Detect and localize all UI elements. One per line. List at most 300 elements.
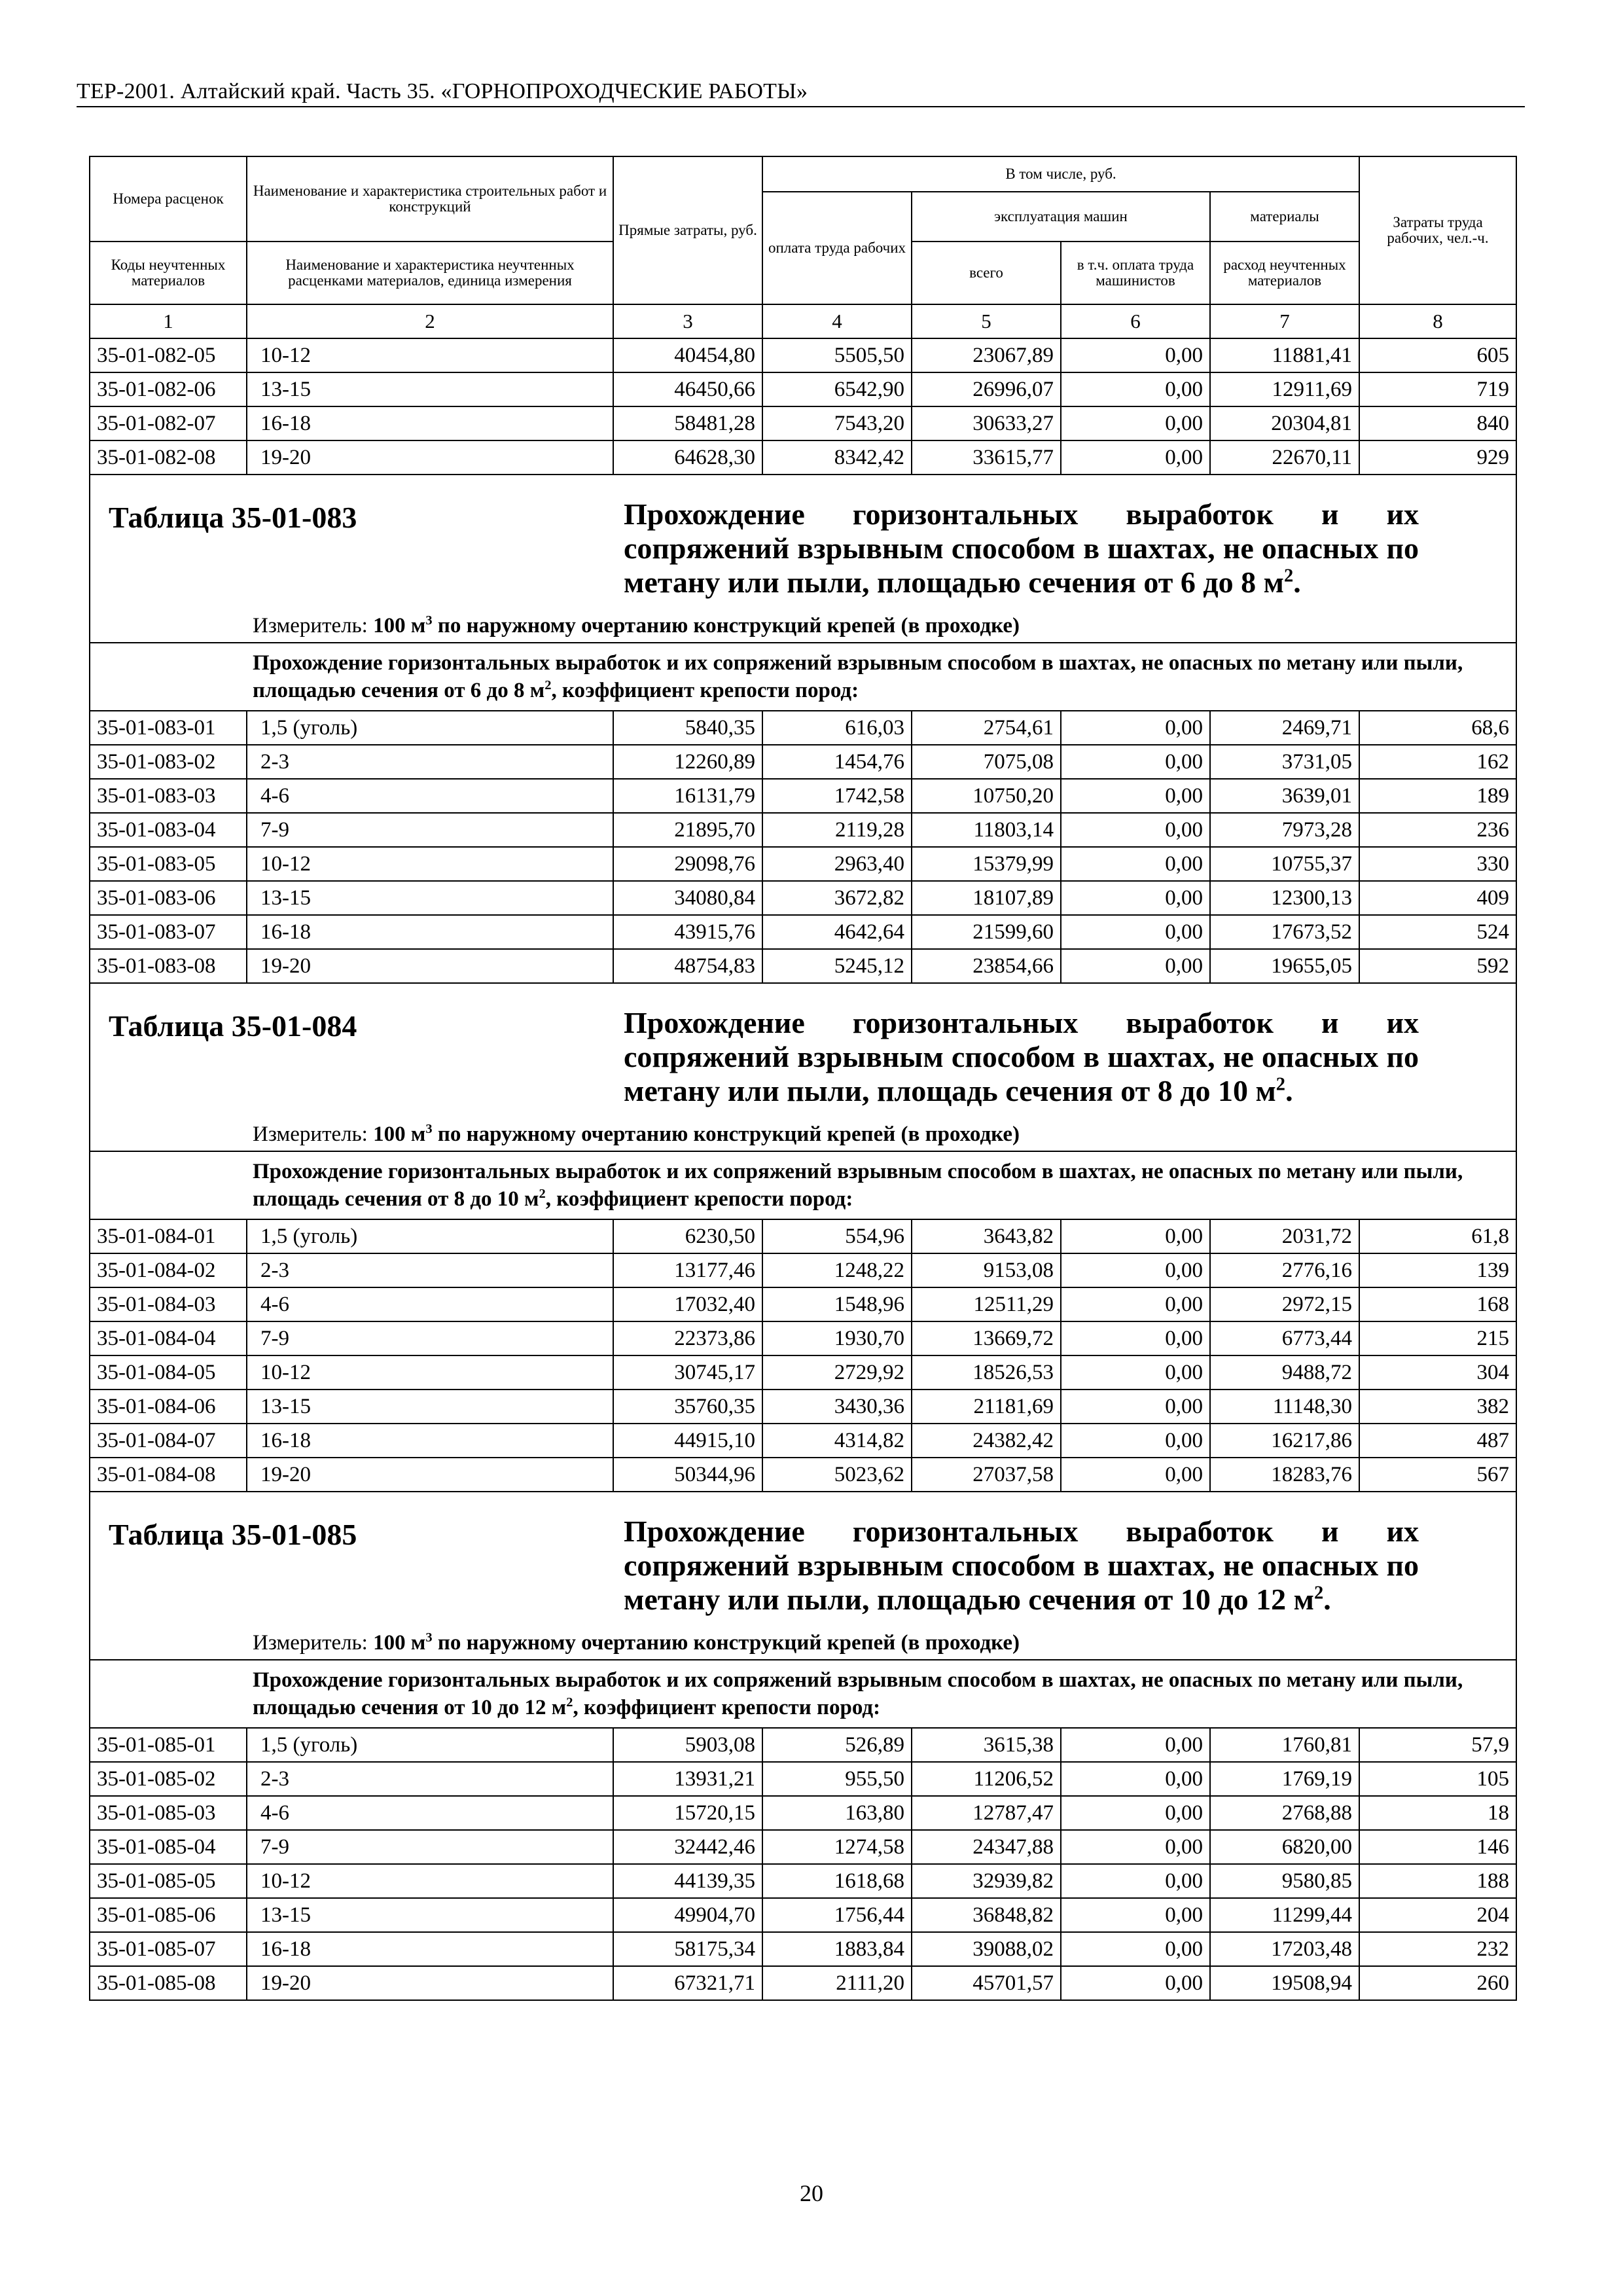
cost-value: 13931,21: [613, 1762, 762, 1796]
cost-value: 30745,17: [613, 1355, 762, 1390]
table-row: [90, 1966, 1516, 2000]
cost-value: 18107,89: [912, 881, 1061, 915]
cost-value: 0,00: [1061, 440, 1210, 475]
table-row: [90, 745, 1516, 779]
table-label: Таблица 35-01-083: [109, 501, 357, 534]
rock-hardness: 16-18: [247, 1932, 613, 1966]
rate-code: 35-01-084-06: [90, 1390, 247, 1424]
cost-value: 616,03: [762, 711, 912, 745]
cost-value: 1248,22: [762, 1253, 912, 1287]
cost-value: 48754,83: [613, 949, 762, 983]
header-col3: Прямые затраты, руб.: [613, 156, 762, 304]
cost-value: 18526,53: [912, 1355, 1061, 1390]
cost-value: 487: [1359, 1424, 1516, 1458]
unit-of-measure: [253, 614, 1020, 638]
rock-hardness: 2-3: [247, 1762, 613, 1796]
superscript-three: 3: [425, 1122, 433, 1136]
rate-code: 35-01-084-05: [90, 1355, 247, 1390]
superscript-two: 2: [1313, 1583, 1324, 1604]
cost-value: 3672,82: [762, 881, 912, 915]
rock-hardness: 19-20: [247, 1458, 613, 1492]
cost-value: 10750,20: [912, 779, 1061, 813]
rock-hardness: 13-15: [247, 372, 613, 406]
cost-value: 34080,84: [613, 881, 762, 915]
cost-value: 24347,88: [912, 1830, 1061, 1864]
unit-bold-text: 100 м: [373, 1122, 426, 1146]
rock-hardness: 16-18: [247, 915, 613, 949]
page-number: 20: [800, 2180, 823, 2206]
rate-code: 35-01-085-06: [90, 1898, 247, 1932]
cost-value: 382: [1359, 1390, 1516, 1424]
unit-rest: по наружному очертанию конструкций крепей (в проходке): [432, 614, 1020, 637]
table-row: [90, 1932, 1516, 1966]
cost-value: 36848,82: [912, 1898, 1061, 1932]
title-period: .: [1285, 1074, 1293, 1107]
table-row: [90, 1796, 1516, 1830]
table-row: [90, 1424, 1516, 1458]
header-col7: расход неучтенных материалов: [1210, 242, 1359, 304]
rock-hardness: 16-18: [247, 406, 613, 440]
cost-value: 5840,35: [613, 711, 762, 745]
cost-value: 592: [1359, 949, 1516, 983]
header-col1-bottom: Коды неучтенных материалов: [90, 242, 247, 304]
header-col1-top: Номера расценок: [90, 156, 247, 242]
cost-value: 189: [1359, 779, 1516, 813]
subheading-text: Прохождение горизонтальных выработок и их сопряжений взрывным способом в шахтах, не опасных по метану или пыли, площадью сечения от 10 до 12 м: [253, 1668, 1463, 1719]
cost-value: 139: [1359, 1253, 1516, 1287]
cost-value: 16131,79: [613, 779, 762, 813]
column-number: 8: [1359, 304, 1516, 338]
cost-value: 68,6: [1359, 711, 1516, 745]
table-row: [90, 1253, 1516, 1287]
header-col4: оплата труда рабочих: [762, 192, 912, 304]
cost-value: 11881,41: [1210, 338, 1359, 372]
unit-bold-text: 100 м: [373, 614, 426, 637]
rock-hardness: 13-15: [247, 1898, 613, 1932]
rock-hardness: 13-15: [247, 881, 613, 915]
cost-value: 0,00: [1061, 1762, 1210, 1796]
table-row: [90, 711, 1516, 745]
cost-value: 26996,07: [912, 372, 1061, 406]
subheading-text: Прохождение горизонтальных выработок и их сопряжений взрывным способом в шахтах, не опасных по метану или пыли, площадью сечения от 6 до 8 м: [253, 651, 1463, 702]
cost-value: 40454,80: [613, 338, 762, 372]
superscript-two: 2: [539, 1187, 546, 1201]
cost-value: 13669,72: [912, 1321, 1061, 1355]
cost-value: 17032,40: [613, 1287, 762, 1321]
subheading-row: [90, 1151, 1516, 1219]
table-title-text: Прохождение горизонтальных выработок и их сопряжений взрывным способом в шахтах, не опасных по метану или пыли, площадью сечения от 10 до 12 м: [624, 1515, 1419, 1616]
cost-value: 49904,70: [613, 1898, 762, 1932]
cost-value: 0,00: [1061, 1864, 1210, 1898]
running-header: ТЕР-2001. Алтайский край. Часть 35. «ГОРНОПРОХОДЧЕСКИЕ РАБОТЫ»: [77, 79, 808, 103]
superscript-two: 2: [566, 1695, 573, 1710]
rate-code: 35-01-084-03: [90, 1287, 247, 1321]
column-number: 1: [90, 304, 247, 338]
cost-value: 0,00: [1061, 1390, 1210, 1424]
header-col2-top: Наименование и характеристика строительных работ и конструкций: [247, 156, 613, 242]
cost-value: 29098,76: [613, 847, 762, 881]
table-heading: [90, 475, 1516, 643]
cost-value: 3615,38: [912, 1728, 1061, 1762]
cost-value: 2031,72: [1210, 1219, 1359, 1253]
table-row: [90, 1898, 1516, 1932]
cost-value: 5245,12: [762, 949, 912, 983]
cost-value: 1618,68: [762, 1864, 912, 1898]
cost-value: 215: [1359, 1321, 1516, 1355]
rock-hardness: 10-12: [247, 1355, 613, 1390]
cost-value: 0,00: [1061, 1966, 1210, 2000]
cost-value: 9153,08: [912, 1253, 1061, 1287]
table-title: [624, 497, 1419, 600]
rate-code: 35-01-084-04: [90, 1321, 247, 1355]
header-rule: [77, 106, 1525, 107]
rock-hardness: 2-3: [247, 1253, 613, 1287]
cost-value: 12260,89: [613, 745, 762, 779]
cost-value: 955,50: [762, 1762, 912, 1796]
cost-value: 46450,66: [613, 372, 762, 406]
cost-value: 0,00: [1061, 338, 1210, 372]
rate-code: 35-01-083-08: [90, 949, 247, 983]
cost-value: 18: [1359, 1796, 1516, 1830]
table-heading-row: [90, 475, 1516, 643]
cost-value: 0,00: [1061, 1321, 1210, 1355]
rock-hardness: 13-15: [247, 1390, 613, 1424]
rate-code: 35-01-085-05: [90, 1864, 247, 1898]
cost-value: 50344,96: [613, 1458, 762, 1492]
cost-value: 260: [1359, 1966, 1516, 2000]
cost-value: 8342,42: [762, 440, 912, 475]
cost-value: 7973,28: [1210, 813, 1359, 847]
rock-hardness: 4-6: [247, 1287, 613, 1321]
rock-hardness: 7-9: [247, 1830, 613, 1864]
cost-value: 105: [1359, 1762, 1516, 1796]
table-title: [624, 1006, 1419, 1108]
table-row: [90, 1355, 1516, 1390]
cost-value: 4642,64: [762, 915, 912, 949]
table-row: [90, 338, 1516, 372]
rock-hardness: 1,5 (уголь): [247, 711, 613, 745]
unit-bold: [373, 1122, 432, 1146]
cost-value: 840: [1359, 406, 1516, 440]
cost-value: 44915,10: [613, 1424, 762, 1458]
cost-value: 168: [1359, 1287, 1516, 1321]
title-period: .: [1323, 1583, 1331, 1616]
cost-value: 1454,76: [762, 745, 912, 779]
cost-value: 2729,92: [762, 1355, 912, 1390]
cost-value: 6820,00: [1210, 1830, 1359, 1864]
table-row: [90, 440, 1516, 475]
cost-value: 64628,30: [613, 440, 762, 475]
cost-value: 19508,94: [1210, 1966, 1359, 2000]
cost-value: 409: [1359, 881, 1516, 915]
rock-hardness: 7-9: [247, 813, 613, 847]
cost-value: 3731,05: [1210, 745, 1359, 779]
rate-code: 35-01-084-08: [90, 1458, 247, 1492]
rate-code: 35-01-085-03: [90, 1796, 247, 1830]
unit-of-measure: [253, 1122, 1020, 1147]
cost-value: 0,00: [1061, 779, 1210, 813]
cost-value: 188: [1359, 1864, 1516, 1898]
rate-code: 35-01-083-05: [90, 847, 247, 881]
superscript-three: 3: [425, 1630, 433, 1645]
cost-value: 11299,44: [1210, 1898, 1359, 1932]
table-row: [90, 372, 1516, 406]
cost-value: 929: [1359, 440, 1516, 475]
unit-of-measure: [253, 1631, 1020, 1655]
cost-value: 57,9: [1359, 1728, 1516, 1762]
table-heading: [90, 1492, 1516, 1660]
cost-value: 1930,70: [762, 1321, 912, 1355]
cost-value: 12911,69: [1210, 372, 1359, 406]
cost-value: 204: [1359, 1898, 1516, 1932]
rate-code: 35-01-085-01: [90, 1728, 247, 1762]
rate-code: 35-01-084-02: [90, 1253, 247, 1287]
table-row: [90, 1762, 1516, 1796]
table-row: [90, 1219, 1516, 1253]
rock-hardness: 19-20: [247, 949, 613, 983]
table-row: [90, 1728, 1516, 1762]
cost-value: 18283,76: [1210, 1458, 1359, 1492]
rate-code: 35-01-085-02: [90, 1762, 247, 1796]
rate-code: 35-01-085-07: [90, 1932, 247, 1966]
rate-code: 35-01-083-02: [90, 745, 247, 779]
rock-hardness: 1,5 (уголь): [247, 1728, 613, 1762]
cost-value: 12787,47: [912, 1796, 1061, 1830]
unit-prefix: Измеритель:: [253, 1631, 374, 1655]
cost-value: 1883,84: [762, 1932, 912, 1966]
cost-value: 35760,35: [613, 1390, 762, 1424]
cost-value: 13177,46: [613, 1253, 762, 1287]
cost-value: 15379,99: [912, 847, 1061, 881]
cost-value: 10755,37: [1210, 847, 1359, 881]
cost-value: 11206,52: [912, 1762, 1061, 1796]
cost-value: 1760,81: [1210, 1728, 1359, 1762]
header-machines: эксплуатация машин: [912, 192, 1210, 242]
cost-value: 11803,14: [912, 813, 1061, 847]
cost-value: 61,8: [1359, 1219, 1516, 1253]
cost-value: 11148,30: [1210, 1390, 1359, 1424]
superscript-two: 2: [1283, 565, 1294, 586]
cost-value: 3430,36: [762, 1390, 912, 1424]
rate-code: 35-01-083-03: [90, 779, 247, 813]
price-table: [89, 156, 1517, 2001]
cost-value: 22670,11: [1210, 440, 1359, 475]
rock-hardness: 2-3: [247, 745, 613, 779]
cost-value: 0,00: [1061, 847, 1210, 881]
cost-value: 9580,85: [1210, 1864, 1359, 1898]
cost-value: 43915,76: [613, 915, 762, 949]
cost-value: 2469,71: [1210, 711, 1359, 745]
cost-value: 0,00: [1061, 1458, 1210, 1492]
cost-value: 5505,50: [762, 338, 912, 372]
header-materials: материалы: [1210, 192, 1359, 242]
cost-value: 27037,58: [912, 1458, 1061, 1492]
rate-code: 35-01-083-01: [90, 711, 247, 745]
rate-code: 35-01-085-08: [90, 1966, 247, 2000]
column-number: 7: [1210, 304, 1359, 338]
cost-value: 5903,08: [613, 1728, 762, 1762]
header-col5: всего: [912, 242, 1061, 304]
table-row: [90, 1458, 1516, 1492]
table-label: Таблица 35-01-085: [109, 1518, 357, 1551]
cost-value: 605: [1359, 338, 1516, 372]
cost-value: 524: [1359, 915, 1516, 949]
rock-hardness: 1,5 (уголь): [247, 1219, 613, 1253]
cost-value: 0,00: [1061, 1424, 1210, 1458]
cost-value: 22373,86: [613, 1321, 762, 1355]
superscript-three: 3: [425, 613, 433, 628]
cost-value: 2111,20: [762, 1966, 912, 2000]
cost-value: 7543,20: [762, 406, 912, 440]
cost-value: 3643,82: [912, 1219, 1061, 1253]
cost-value: 0,00: [1061, 1219, 1210, 1253]
table-label: Таблица 35-01-084: [109, 1009, 357, 1043]
cost-value: 6542,90: [762, 372, 912, 406]
cost-value: 0,00: [1061, 711, 1210, 745]
cost-value: 9488,72: [1210, 1355, 1359, 1390]
rock-hardness: 19-20: [247, 1966, 613, 2000]
table-body: [90, 304, 1516, 2000]
subheading-tail: , коэффициент крепости пород:: [573, 1696, 881, 1719]
table-row: [90, 881, 1516, 915]
cost-value: 23067,89: [912, 338, 1061, 372]
cost-value: 0,00: [1061, 1355, 1210, 1390]
cost-value: 20304,81: [1210, 406, 1359, 440]
rock-hardness: 19-20: [247, 440, 613, 475]
cost-value: 0,00: [1061, 1253, 1210, 1287]
rate-code: 35-01-085-04: [90, 1830, 247, 1864]
table-header: [90, 156, 1516, 304]
cost-value: 2776,16: [1210, 1253, 1359, 1287]
rate-code: 35-01-084-01: [90, 1219, 247, 1253]
subheading-tail: , коэффициент крепости пород:: [551, 679, 859, 702]
rock-hardness: 4-6: [247, 779, 613, 813]
cost-value: 44139,35: [613, 1864, 762, 1898]
cost-value: 67321,71: [613, 1966, 762, 2000]
cost-value: 16217,86: [1210, 1424, 1359, 1458]
cost-value: 0,00: [1061, 915, 1210, 949]
cost-value: 1274,58: [762, 1830, 912, 1864]
table-heading-row: [90, 983, 1516, 1151]
cost-value: 0,00: [1061, 813, 1210, 847]
table-row: [90, 1321, 1516, 1355]
cost-value: 32939,82: [912, 1864, 1061, 1898]
table-row: [90, 1390, 1516, 1424]
cost-value: 2768,88: [1210, 1796, 1359, 1830]
cost-value: 719: [1359, 372, 1516, 406]
unit-rest: по наружному очертанию конструкций крепей (в проходке): [432, 1631, 1020, 1655]
unit-rest: по наружному очертанию конструкций крепей (в проходке): [432, 1122, 1020, 1146]
cost-value: 0,00: [1061, 1796, 1210, 1830]
cost-value: 3639,01: [1210, 779, 1359, 813]
column-number: 4: [762, 304, 912, 338]
cost-value: 58481,28: [613, 406, 762, 440]
rock-hardness: 7-9: [247, 1321, 613, 1355]
cost-value: 0,00: [1061, 372, 1210, 406]
cost-value: 330: [1359, 847, 1516, 881]
table-row: [90, 406, 1516, 440]
rock-hardness: 10-12: [247, 338, 613, 372]
cost-value: 2972,15: [1210, 1287, 1359, 1321]
cost-value: 0,00: [1061, 745, 1210, 779]
cost-value: 58175,34: [613, 1932, 762, 1966]
cost-value: 567: [1359, 1458, 1516, 1492]
unit-bold: [373, 1631, 432, 1655]
cost-value: 1769,19: [1210, 1762, 1359, 1796]
cost-value: 21181,69: [912, 1390, 1061, 1424]
cost-value: 24382,42: [912, 1424, 1061, 1458]
table-row: [90, 1830, 1516, 1864]
cost-value: 4314,82: [762, 1424, 912, 1458]
cost-value: 19655,05: [1210, 949, 1359, 983]
column-number: 6: [1061, 304, 1210, 338]
cost-value: 32442,46: [613, 1830, 762, 1864]
column-number: 3: [613, 304, 762, 338]
cost-value: 304: [1359, 1355, 1516, 1390]
rock-hardness: 16-18: [247, 1424, 613, 1458]
cost-value: 0,00: [1061, 949, 1210, 983]
cost-value: 554,96: [762, 1219, 912, 1253]
header-col6: в т.ч. оплата труда машинистов: [1061, 242, 1210, 304]
cost-value: 1742,58: [762, 779, 912, 813]
table-row: [90, 1287, 1516, 1321]
cost-value: 21895,70: [613, 813, 762, 847]
cost-value: 7075,08: [912, 745, 1061, 779]
cost-value: 12300,13: [1210, 881, 1359, 915]
cost-value: 33615,77: [912, 440, 1061, 475]
rock-hardness: 10-12: [247, 847, 613, 881]
cost-value: 21599,60: [912, 915, 1061, 949]
table-row: [90, 1864, 1516, 1898]
cost-value: 2119,28: [762, 813, 912, 847]
cost-value: 0,00: [1061, 406, 1210, 440]
cost-value: 6773,44: [1210, 1321, 1359, 1355]
cost-value: 6230,50: [613, 1219, 762, 1253]
rate-code: 35-01-082-06: [90, 372, 247, 406]
cost-value: 1756,44: [762, 1898, 912, 1932]
rock-hardness: 4-6: [247, 1796, 613, 1830]
header-col8: Затраты труда рабочих, чел.-ч.: [1359, 156, 1516, 304]
unit-prefix: Измеритель:: [253, 614, 374, 637]
cost-value: 0,00: [1061, 1287, 1210, 1321]
cost-value: 2754,61: [912, 711, 1061, 745]
rate-code: 35-01-083-07: [90, 915, 247, 949]
unit-bold-text: 100 м: [373, 1631, 426, 1655]
rock-hardness: 10-12: [247, 1864, 613, 1898]
subheading-row: [90, 643, 1516, 711]
rate-code: 35-01-082-07: [90, 406, 247, 440]
table-subheading: [90, 1151, 1516, 1219]
cost-value: 17673,52: [1210, 915, 1359, 949]
cost-value: 526,89: [762, 1728, 912, 1762]
rate-code: 35-01-082-05: [90, 338, 247, 372]
cost-value: 0,00: [1061, 881, 1210, 915]
cost-value: 30633,27: [912, 406, 1061, 440]
superscript-two: 2: [544, 678, 552, 692]
cost-value: 23854,66: [912, 949, 1061, 983]
column-number: 2: [247, 304, 613, 338]
unit-bold: [373, 614, 432, 637]
header-including: В том числе, руб.: [762, 156, 1359, 192]
column-number: 5: [912, 304, 1061, 338]
cost-value: 39088,02: [912, 1932, 1061, 1966]
cost-value: 15720,15: [613, 1796, 762, 1830]
cost-value: 0,00: [1061, 1830, 1210, 1864]
table-row: [90, 779, 1516, 813]
cost-value: 0,00: [1061, 1932, 1210, 1966]
table-row: [90, 847, 1516, 881]
cost-value: 45701,57: [912, 1966, 1061, 2000]
